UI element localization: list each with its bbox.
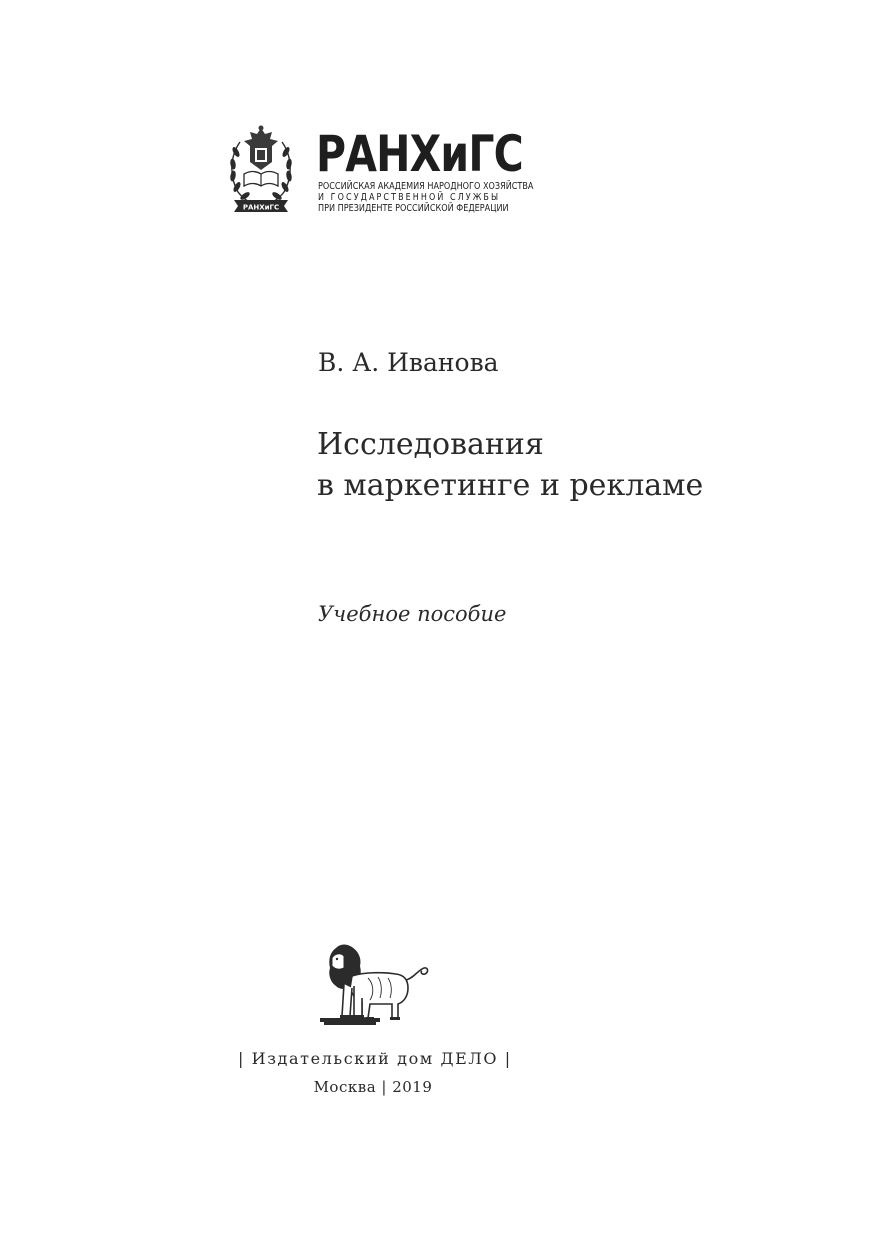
lion-icon — [318, 938, 432, 1028]
org-name-line-2: И ГОСУДАРСТВЕННОЙ СЛУЖБЫ — [318, 192, 501, 203]
org-name-line-3: ПРИ ПРЕЗИДЕНТЕ РОССИЙСКОЙ ФЕДЕРАЦИИ — [318, 203, 509, 214]
org-name-line-1: РОССИЙСКАЯ АКАДЕМИЯ НАРОДНОГО ХОЗЯЙСТВА — [318, 181, 534, 192]
book-subtitle: Учебное пособие — [318, 602, 507, 626]
publisher-name: | Издательский дом ДЕЛО | — [238, 1049, 512, 1068]
author-name: В. А. Иванова — [318, 348, 499, 377]
book-title-line-1: Исследования — [317, 427, 544, 462]
academy-crest-icon — [226, 122, 296, 216]
book-title — [317, 424, 703, 506]
book-title-line-2: в маркетинге и рекламе — [317, 468, 704, 503]
publisher-city-year: Москва | 2019 — [313, 1078, 433, 1096]
org-abbreviation: РАНХиГС — [316, 125, 523, 183]
emblem-ribbon-text: РАНХиГС — [242, 203, 280, 212]
